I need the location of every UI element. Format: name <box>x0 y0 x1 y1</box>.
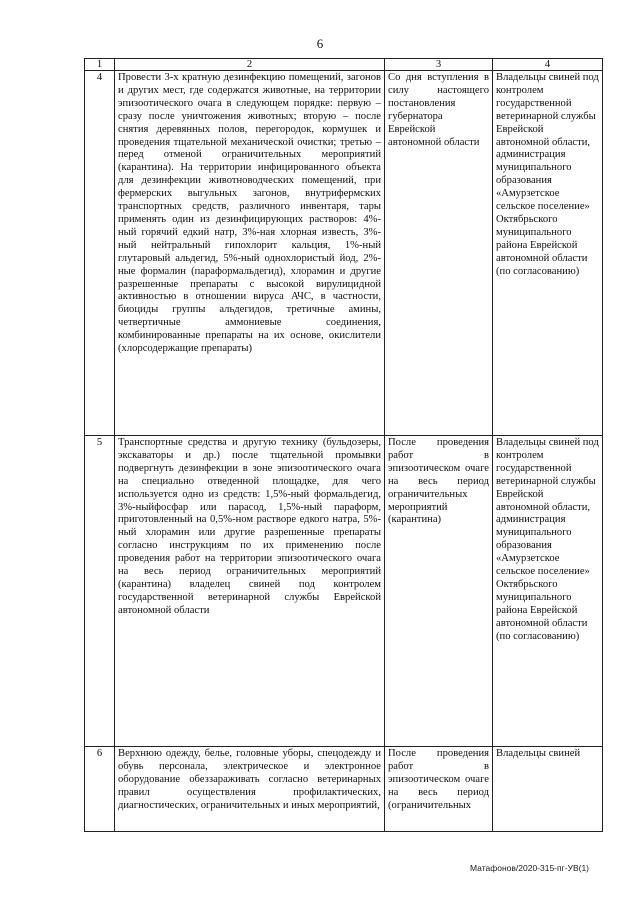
row-number: 6 <box>85 747 115 832</box>
header-col-4: 4 <box>493 59 603 71</box>
measure-text: Транспортные средства и другую технику (бульдозеры, экскаваторы и др.) после тщательной промывки подвергнуть дезинфекции в зоне эпизоотического очага на специально отведенной площадке, для чего используется одно из средств: 1,5%-ный формальдегид, 3%-ныйфосфар или парасод, 1,5%-ный параформ, приготовленный на 0,5%-ном растворе едкого натра, 5%-ный хлорамин или другие разрешенные препараты согласно инструкциям по их применению после проведения работ на территории эпизоотического очага на весь период ограничительных мероприятий (карантина) владелец свиней под контролем государственной ветеринарной службы Еврейской автономной области <box>115 436 385 747</box>
responsible-text: Владельцы свиней под контролем государственной ветеринарной службы Еврейской автономной области, администрация муниципального образования «Амурзетское сельское поселение» Октябрьского муниципального района Еврейской автономной области (по согласованию) <box>493 436 603 747</box>
table-row <box>85 71 603 436</box>
measure-text: Провести 3-х кратную дезинфекцию помещений, загонов и других мест, где содержатся животные, на территории эпизоотического очага в следующем порядке: первую – сразу после уничтожения животных; вторую – после снятия деревянных полов, перегородок, кормушек и проведения тщательной механической очистки; третью – перед отменой ограничительных мероприятий (карантина). На территории инфицированного объекта для дезинфекции животноводческих помещений, при фермерских выгульных загонов, внутрифермских транспортных средств, различного инвентаря, тары применять один из дезинфицирующих растворов: 4%-ный горячий едкий натр, 3%-ная хлорная известь, 3%-ный нейтральный гипохлорит кальция, 1%-ный глутаровый альдегид, 5%-ный однохлористый йод, 2%-ные формалин (параформальдегид), хлорамин и другие разрешенные препараты с высокой вирулицидной активностью в отношении вируса АЧС, в частности, биоциды группы альдегидов, третичные амины, четвертичные аммониевые соединения, комбинированные препараты на их основе, окислители (хлорсодержащие препараты) <box>115 71 385 436</box>
header-col-3: 3 <box>385 59 493 71</box>
document-footer-code: Матафонов/2020-315-пг-УВ(1) <box>470 863 590 873</box>
header-col-2: 2 <box>115 59 385 71</box>
table-row <box>85 436 603 747</box>
table-row <box>85 747 603 832</box>
responsible-text: Владельцы свиней <box>493 747 603 832</box>
term-text: После проведения работ в эпизоотическом очаге на весь период ограничительных мероприятий (карантина) <box>385 436 493 747</box>
header-col-1: 1 <box>85 59 115 71</box>
term-text: Со дня вступления в силу настоящего постановления губернатора Еврейской автономной области <box>385 71 493 436</box>
term-text: После проведения работ в эпизоотическом очаге на весь период (ограничительных <box>385 747 493 832</box>
page-number: 6 <box>316 36 324 51</box>
row-number: 4 <box>85 71 115 436</box>
table-header-row <box>85 59 603 71</box>
measures-table <box>84 58 603 832</box>
measure-text: Верхнюю одежду, белье, головные уборы, спецодежду и обувь персонала, электрическое и электронное оборудование обеззараживать согласно ветеринарных правил осуществления профилактических, диагностических, ограничительных и иных мероприятий, <box>115 747 385 832</box>
row-number: 5 <box>85 436 115 747</box>
responsible-text: Владельцы свиней под контролем государственной ветеринарной службы Еврейской автономной области, администрация муниципального образования «Амурзетское сельское поселение» Октябрьского муниципального района Еврейской автономной области (по согласованию) <box>493 71 603 436</box>
